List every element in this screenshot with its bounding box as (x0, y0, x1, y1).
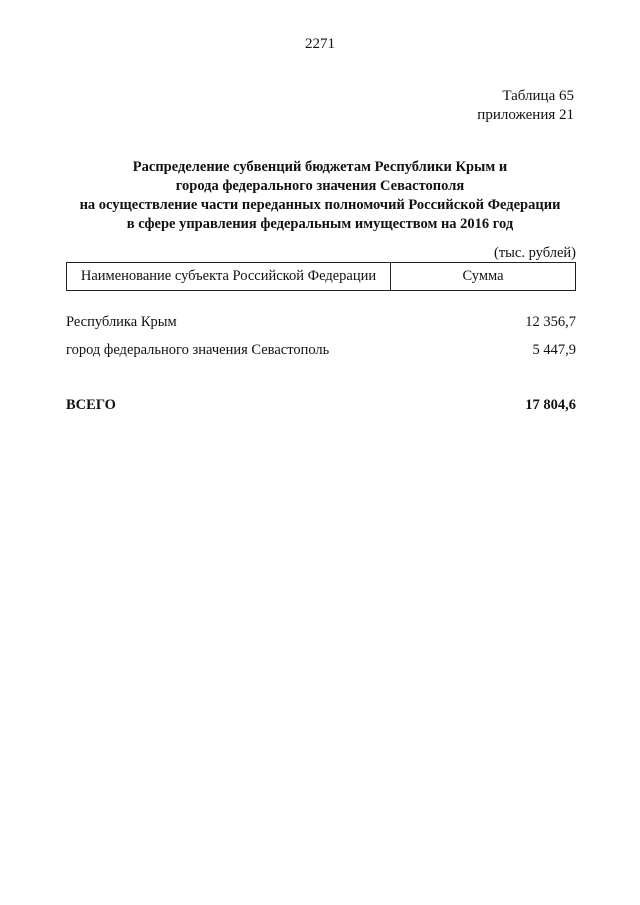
title-line: на осуществление части переданных полномочий Российской Федерации (79, 197, 561, 213)
total-sum: 17 804,6 (525, 397, 576, 413)
page-number: 2271 (305, 36, 335, 52)
total-label: ВСЕГО (66, 397, 116, 413)
title-line: в сфере управления федеральным имуществом на 2016 год (126, 216, 514, 232)
appendix-number: приложения 21 (477, 107, 574, 123)
table-reference (477, 87, 574, 125)
row-name: город федерального значения Севастополь (66, 342, 330, 358)
title-line: Распределение субвенций бюджетам Республики Крым и (132, 159, 508, 175)
units-label: (тыс. рублей) (494, 245, 576, 261)
table-header (66, 262, 576, 291)
title-line: города федерального значения Севастополя (175, 178, 465, 194)
document-title (40, 158, 600, 234)
table-number: Таблица 65 (502, 88, 574, 104)
column-header-sum: Сумма (391, 263, 576, 290)
row-sum: 5 447,9 (532, 342, 576, 358)
row-sum: 12 356,7 (525, 314, 576, 330)
table-row (66, 314, 576, 331)
table-row (66, 342, 576, 359)
column-header-name: Наименование субъекта Российской Федерации (66, 263, 391, 290)
row-name: Республика Крым (66, 314, 177, 330)
total-row (66, 397, 576, 414)
